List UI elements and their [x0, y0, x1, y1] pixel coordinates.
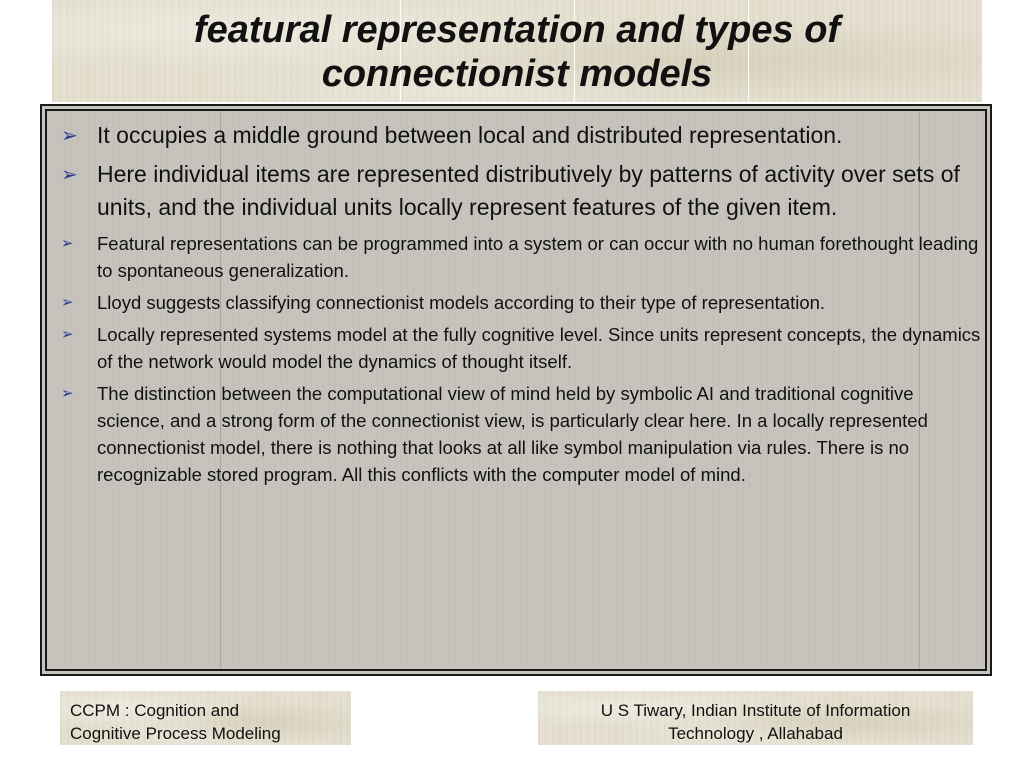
bullet-text: Here individual items are represented distributively by patterns of activity over sets of units, and the individual units locally represent features of the given item.	[97, 161, 960, 220]
footer-author-box	[538, 691, 973, 745]
bullet-item	[57, 289, 985, 316]
bullet-text: It occupies a middle ground between local and distributed representation.	[97, 122, 843, 148]
bullet-item	[57, 119, 985, 152]
bullet-item	[57, 380, 985, 488]
arrow-bullet-icon: ➢	[61, 385, 74, 402]
footer-author-line-1: U S Tiwary, Indian Institute of Information	[600, 701, 911, 720]
arrow-bullet-icon: ➢	[61, 294, 74, 311]
footer-author-line-2: Technology , Allahabad	[668, 724, 843, 743]
arrow-bullet-icon: ➢	[61, 164, 78, 186]
arrow-bullet-icon: ➢	[61, 326, 74, 343]
footer-course-line-2: Cognitive Process Modeling	[70, 724, 281, 743]
arrow-bullet-icon: ➢	[61, 235, 74, 252]
bullet-item	[57, 321, 985, 375]
bullet-text: Locally represented systems model at the fully cognitive level. Since units represent concepts, the dynamics of the network would model the dynamics of thought itself.	[97, 324, 981, 372]
bullet-text: The distinction between the computational view of mind held by symbolic AI and traditional cognitive science, and a strong form of the connectionist view, is particularly clear here. In a locally represented connectionist model, there is nothing that looks at all like symbol manipulation via rules. There is no recognizable stored program. All this conflicts with the computer model of mind.	[97, 383, 928, 485]
content-panel	[45, 109, 987, 671]
footer-course-line-1: CCPM : Cognition and	[70, 701, 240, 720]
bullet-item	[57, 230, 985, 284]
bullet-text: Featural representations can be programmed into a system or can occur with no human forethought leading to spontaneous generalization.	[97, 233, 979, 281]
arrow-bullet-icon: ➢	[61, 125, 78, 147]
footer-course-box	[60, 691, 351, 745]
slide-title-line-1: featural representation and types of	[193, 9, 841, 51]
bullet-list	[57, 119, 985, 493]
bullet-text: Lloyd suggests classifying connectionist models according to their type of representation.	[97, 292, 826, 313]
slide-title-line-2: connectionist models	[321, 53, 713, 95]
bullet-item	[57, 158, 985, 224]
slide-title-box	[52, 0, 982, 102]
content-frame	[40, 104, 992, 676]
slide-title	[194, 6, 840, 96]
